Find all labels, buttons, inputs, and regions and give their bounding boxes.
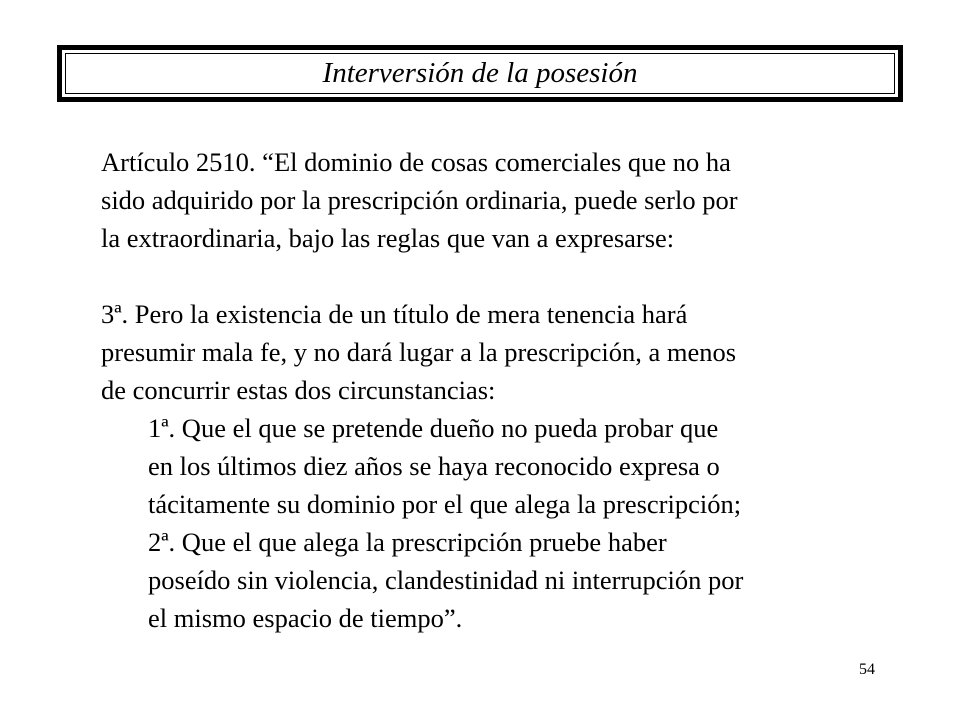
circumstance-line: 2ª. Que el que alega la prescripción pruebe haber (148, 527, 667, 557)
article-line: la extraordinaria, bajo las reglas que van a expresarse: (101, 223, 675, 253)
article-line: Artículo 2510. “El dominio de cosas comerciales que no ha (101, 147, 731, 177)
slide-title: Interversión de la posesión (322, 57, 638, 89)
article-paragraph (101, 143, 891, 257)
rule3-line: de concurrir estas dos circunstancias: (101, 375, 496, 405)
article-line: sido adquirido por la prescripción ordinaria, puede serlo por (101, 185, 738, 215)
paragraph-gap (101, 257, 891, 295)
title-inner-border (65, 53, 895, 94)
slide-body (101, 143, 891, 637)
page-number: 54 (859, 661, 875, 678)
circumstances-list (101, 409, 891, 637)
title-frame (57, 45, 903, 102)
rule3-paragraph (101, 295, 891, 409)
rule3-line: presumir mala fe, y no dará lugar a la prescripción, a menos (101, 337, 737, 367)
circumstance-line: en los últimos diez años se haya reconocido expresa o (148, 451, 720, 481)
circumstance-line: el mismo espacio de tiempo”. (148, 603, 463, 633)
circumstance-line: poseído sin violencia, clandestinidad ni interrupción por (148, 565, 744, 595)
rule3-line: 3ª. Pero la existencia de un título de mera tenencia hará (101, 299, 688, 329)
circumstance-line: tácitamente su dominio por el que alega la prescripción; (148, 489, 742, 519)
circumstance-line: 1ª. Que el que se pretende dueño no pueda probar que (148, 413, 719, 443)
